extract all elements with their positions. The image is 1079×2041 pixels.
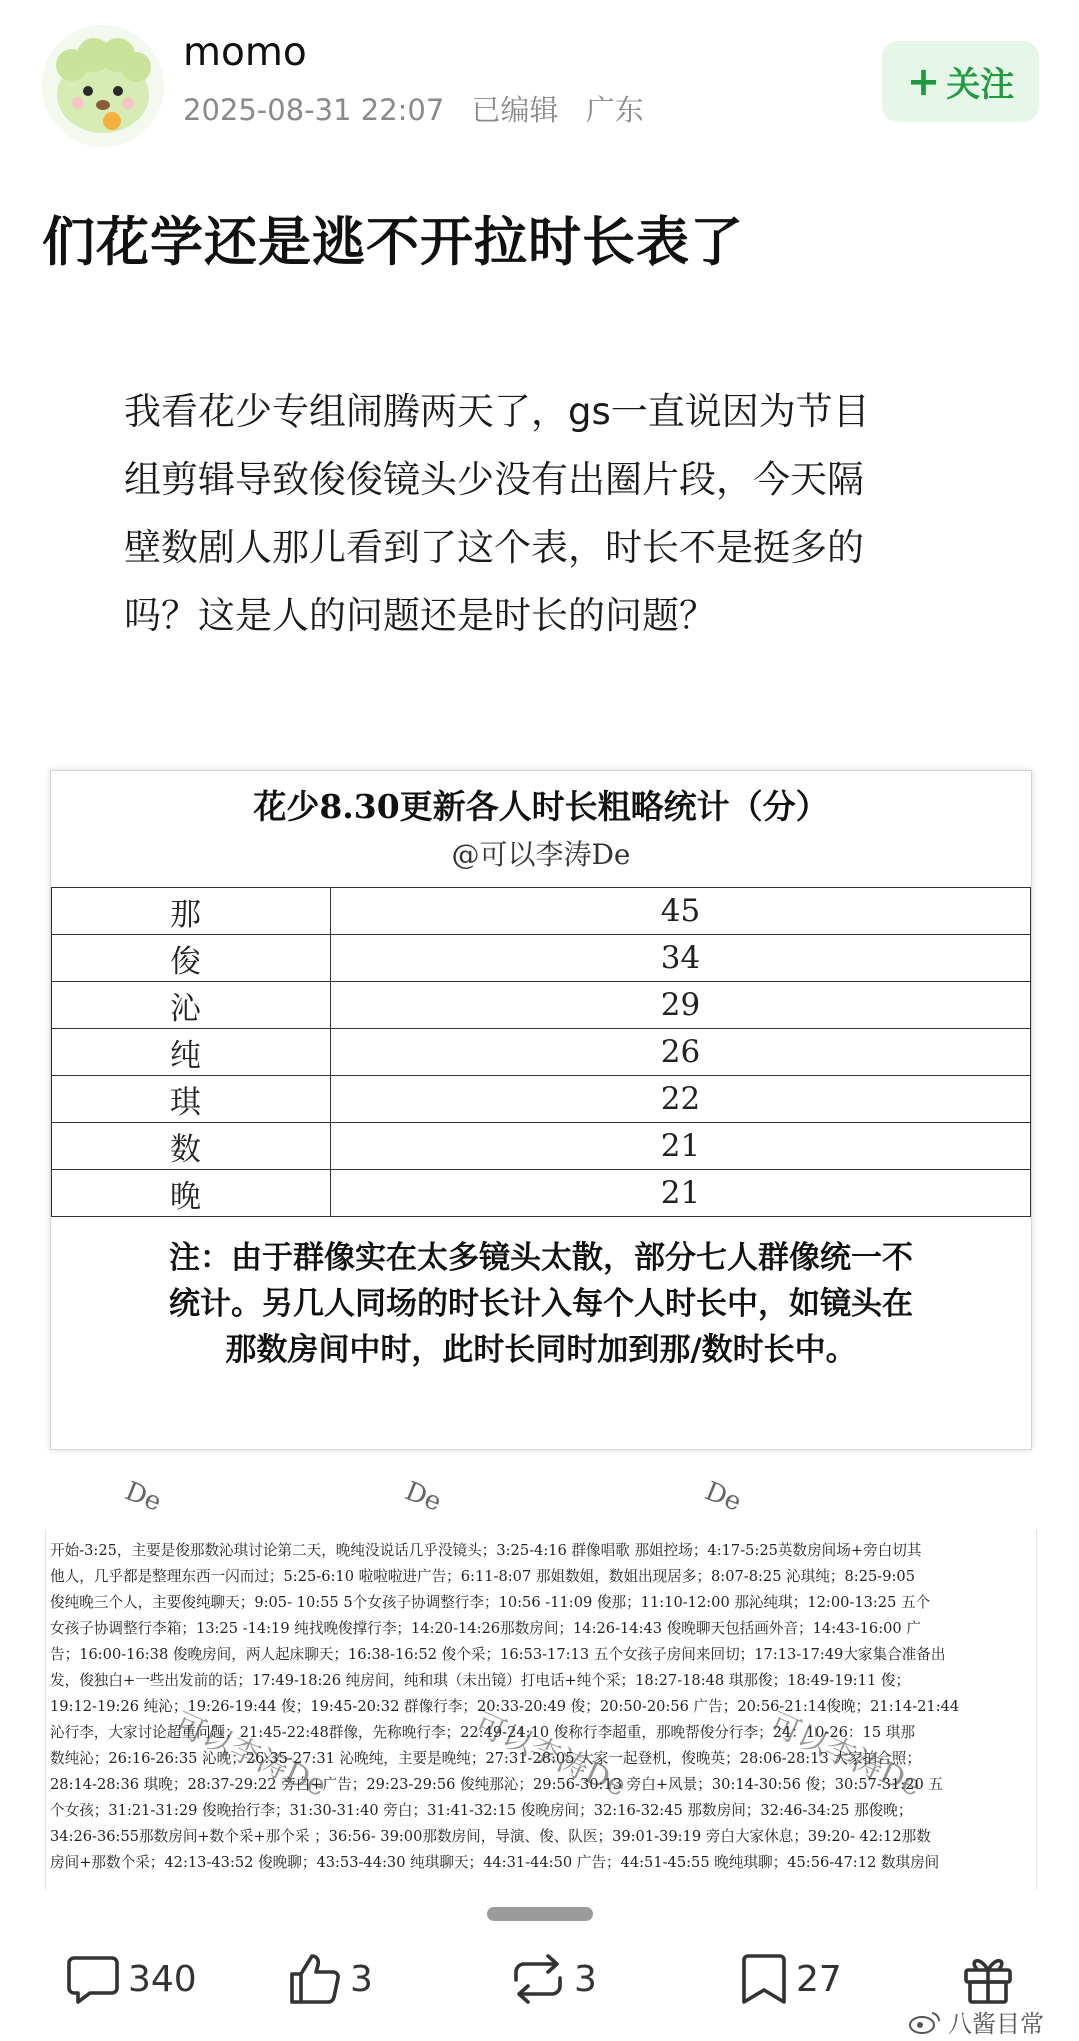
post-header bbox=[0, 0, 1079, 170]
bookmark-icon bbox=[738, 1950, 790, 2008]
table-cell-name: 晚 bbox=[52, 1170, 331, 1217]
repost-count: 3 bbox=[574, 1958, 597, 2000]
timeline-line: 开始-3:25，主要是俊那数沁琪讨论第二天，晚纯没说话几乎没镜头；3:25-4:16 群像唱歌 那姐控场；4:17-5:25英数房间场+旁白切其 bbox=[50, 1542, 922, 1559]
follow-button[interactable] bbox=[882, 41, 1039, 122]
timeline-line: 19:12-19:26 纯沁；19:26-19:44 俊；19:45-20:32 群像行李；20:33-20:49 俊；20:50-20:56 广告；20:56-21:14俊晚；21:14-21:44 bbox=[50, 1698, 960, 1715]
timeline-line: 28:14-28:36 琪晚；28:37-29:22 旁白+广告；29:23-29:56 俊纯那沁；29:56-30:13 旁白+风景；30:14-30:56 俊；30:57-31:20 五 bbox=[50, 1776, 944, 1793]
timeline-line: 个女孩；31:21-31:29 俊晚抬行李；31:30-31:40 旁白；31:41-32:15 俊晚房间；32:16-32:45 那数房间；32:46-34:25 那俊晚； bbox=[50, 1802, 913, 1819]
table-row bbox=[52, 1029, 1031, 1076]
timeline-line: 告；16:00-16:38 俊晚房间，两人起床聊天；16:38-16:52 俊个采；16:53-17:13 五个女孩子房间来回切；17:13-17:49大家集合准备出 bbox=[50, 1646, 946, 1663]
stats-table bbox=[51, 887, 1031, 1217]
stats-table-card bbox=[50, 770, 1032, 1450]
table-cell-minutes: 45 bbox=[331, 888, 1031, 935]
timeline-detail-card bbox=[45, 1530, 1037, 1890]
brand-name: 八酱目常 bbox=[948, 2010, 1044, 2038]
table-cell-minutes: 34 bbox=[331, 935, 1031, 982]
watermark: 可以李涛De bbox=[469, 1706, 632, 1805]
stats-title: 花少8.30更新各人时长粗略统计（分） bbox=[253, 787, 829, 826]
stats-note-line: 那数房间中时，此时长同时加到那/数时长中。 bbox=[225, 1332, 857, 1368]
table-row bbox=[52, 1170, 1031, 1217]
thumbs-up-icon bbox=[286, 1950, 344, 2008]
brand-watermark bbox=[908, 2004, 1044, 2039]
post-timestamp: 2025-08-31 22:07 bbox=[183, 93, 445, 127]
post-body-line: 壁数剧人那儿看到了这个表，时长不是挺多的 bbox=[124, 526, 864, 569]
avatar-image bbox=[42, 25, 164, 147]
table-cell-name: 沁 bbox=[52, 982, 331, 1029]
stats-credit: @可以李涛De bbox=[451, 838, 631, 871]
watermark-strip bbox=[45, 1476, 1035, 1522]
like-count: 3 bbox=[350, 1958, 373, 2000]
post-body-line: 我看花少专组闹腾两天了，gs一直说因为节目 bbox=[124, 390, 870, 433]
watermark-fragment: De bbox=[120, 1476, 166, 1518]
stats-note-line: 注：由于群像实在太多镜头太散，部分七人群像统一不 bbox=[169, 1240, 913, 1276]
like-button[interactable] bbox=[286, 1944, 373, 2014]
table-row bbox=[52, 935, 1031, 982]
watermark: 可以李涛De bbox=[764, 1706, 927, 1805]
post-image[interactable] bbox=[0, 330, 1079, 1890]
post-body-line: 组剪辑导致俊俊镜头少没有出圈片段，今天隔 bbox=[124, 458, 864, 501]
table-cell-minutes: 26 bbox=[331, 1029, 1031, 1076]
table-row bbox=[52, 888, 1031, 935]
timeline-line: 他人，几乎都是整理东西一闪而过；5:25-6:10 啦啦啦进广告；6:11-8:07 那姐数姐，数姐出现居多；8:07-8:25 沁琪纯；8:25-9:05 bbox=[50, 1568, 915, 1585]
follow-label: 关注 bbox=[946, 65, 1015, 105]
plus-icon: + bbox=[906, 58, 941, 105]
comment-icon bbox=[64, 1950, 122, 2008]
timeline-line: 发，俊独白+一些出发前的话；17:49-18:26 纯房间，纯和琪（未出镜）打电话+纯个采；18:27-18:48 琪那俊；18:49-19:11 俊； bbox=[50, 1672, 911, 1689]
repost-button[interactable] bbox=[508, 1944, 597, 2014]
watermark-fragment: De bbox=[700, 1476, 746, 1518]
timeline-line: 女孩子协调整行李箱；13:25 -14:19 纯找晚俊撑行李；14:20-14:26那数房间；14:26-14:43 俊晚聊天包括画外音；14:43-16:00 广 bbox=[50, 1620, 921, 1637]
stats-note bbox=[71, 1235, 1011, 1373]
table-cell-name: 数 bbox=[52, 1123, 331, 1170]
scroll-indicator[interactable] bbox=[487, 1907, 593, 1921]
table-row bbox=[52, 1123, 1031, 1170]
table-row bbox=[52, 982, 1031, 1029]
table-cell-minutes: 21 bbox=[331, 1170, 1031, 1217]
comment-button[interactable] bbox=[64, 1944, 197, 2014]
comment-count: 340 bbox=[128, 1958, 197, 2000]
timeline-line: 34:26-36:55那数房间+数个采+那个采 ；36:56- 39:00那数房间，导演、俊、队医；39:01-39:19 旁白大家休息；39:20- 42:12那数 bbox=[50, 1828, 931, 1845]
post-body-line: 吗？这是人的问题还是时长的问题？ bbox=[124, 594, 716, 637]
timeline-line: 俊纯晚三个人，主要俊纯聊天；9:05- 10:55 5个女孩子协调整行李；10:56 -11:09 俊那；11:10-12:00 那沁纯琪；12:00-13:25 五个 bbox=[50, 1594, 931, 1611]
timeline-line: 房间+那数个采；42:13-43:52 俊晚聊；43:53-44:30 纯琪聊天；44:31-44:50 广告；44:51-45:55 晚纯琪聊；45:56-47:12 数琪房间 bbox=[50, 1854, 940, 1871]
table-cell-name: 那 bbox=[52, 888, 331, 935]
table-cell-name: 纯 bbox=[52, 1029, 331, 1076]
username[interactable]: momo bbox=[183, 30, 307, 75]
collect-count: 27 bbox=[796, 1958, 842, 2000]
table-cell-minutes: 21 bbox=[331, 1123, 1031, 1170]
watermark-fragment: De bbox=[400, 1476, 446, 1518]
collect-button[interactable] bbox=[738, 1944, 842, 2014]
table-cell-name: 琪 bbox=[52, 1076, 331, 1123]
post-location: 广东 bbox=[585, 93, 644, 127]
gift-icon bbox=[960, 1950, 1016, 2008]
avatar[interactable] bbox=[42, 25, 164, 147]
timeline-line: 沁行李，大家讨论超重问题；21:45-22:48群像，先称晚行李；22:49-24:10 俊称行李超重，那晚帮俊分行李；24：10-26：15 琪那 bbox=[50, 1724, 915, 1741]
watermark: 可以李涛De bbox=[169, 1706, 332, 1805]
table-cell-minutes: 29 bbox=[331, 982, 1031, 1029]
post-body bbox=[124, 378, 944, 650]
table-row bbox=[52, 1076, 1031, 1123]
table-cell-minutes: 22 bbox=[331, 1076, 1031, 1123]
repost-icon bbox=[508, 1950, 568, 2008]
post-meta bbox=[183, 88, 662, 129]
stats-note-line: 统计。另几人同场的时长计入每个人时长中，如镜头在 bbox=[169, 1286, 913, 1322]
weibo-icon bbox=[908, 2009, 942, 2035]
table-cell-name: 俊 bbox=[52, 935, 331, 982]
post-title: 们花学还是逃不开拉时长表了 bbox=[42, 212, 744, 273]
edited-label: 已编辑 bbox=[471, 93, 559, 127]
timeline-line: 数纯沁；26:16-26:35 沁晚；26:35-27:31 沁晚纯，主要是晚纯；27:31-28:05 大家一起登机，俊晚英；28:06-28:13 大家拍合照； bbox=[50, 1750, 921, 1767]
